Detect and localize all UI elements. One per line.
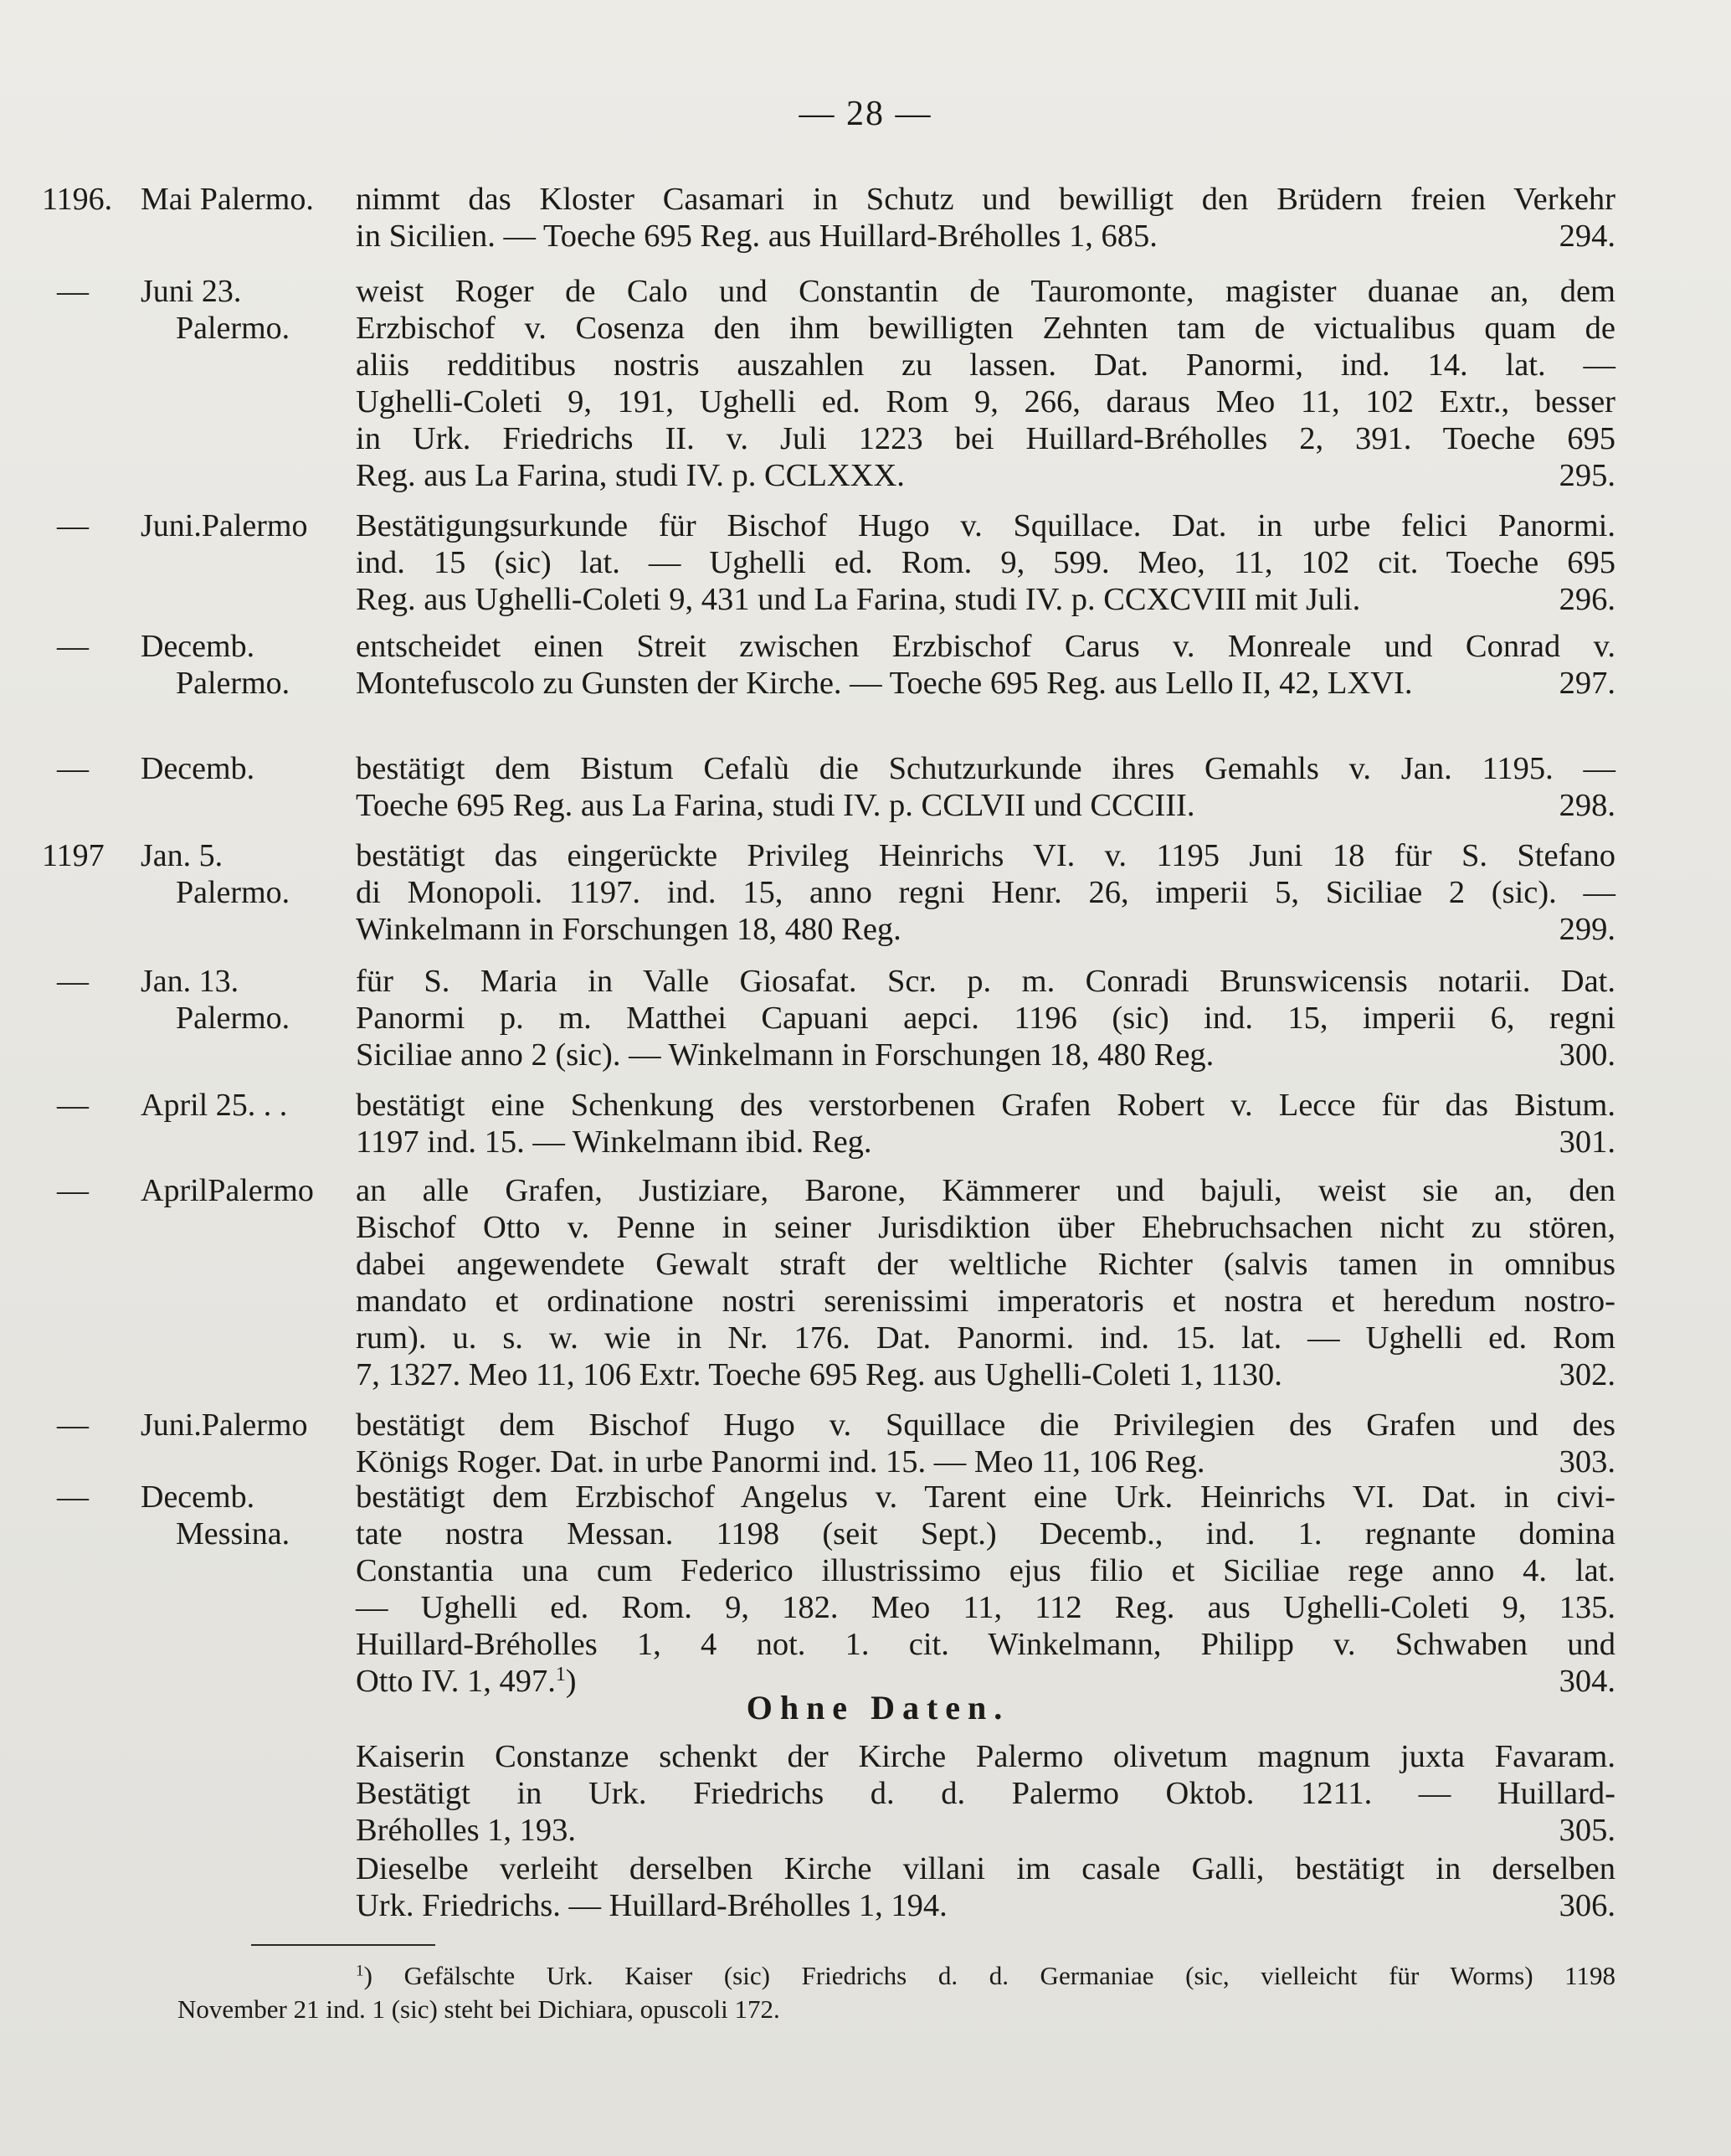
entry-text	[356, 1172, 1615, 1393]
entry-date-line: April 25. . .	[141, 1088, 288, 1123]
entry-year: —	[57, 629, 89, 664]
entry-text-line: Erzbischof v. Cosenza den ihm bewilligten Zehnten tam de victualibus quam de	[356, 311, 1615, 346]
entry-text-line: Siciliae anno 2 (sic). — Winkelmann in Forschungen 18, 480 Reg.	[356, 1037, 1215, 1073]
regest-number: 299.	[1559, 912, 1615, 947]
entry-text-line: 1197 ind. 15. — Winkelmann ibid. Reg.	[356, 1124, 872, 1160]
entry-text-line-last	[356, 457, 1615, 494]
entry-date	[141, 181, 350, 218]
entry-text-line: Ughelli-Coleti 9, 191, Ughelli ed. Rom 9, 266, daraus Meo 11, 102 Extr., besser	[356, 384, 1615, 419]
entry-text-line-last	[356, 218, 1615, 255]
entry-text-line-last	[356, 1356, 1615, 1393]
entry-year: —	[57, 274, 89, 309]
entry-text	[356, 750, 1615, 824]
footnote-line-1: $^1$) Gefälschte Urk. Kaiser (sic) Friedrichs d. d. Germaniae (sic, vielleicht für Worms) 1198	[356, 1961, 1616, 1990]
entry-text-line: bestätigt das eingerückte Privileg Heinrichs VI. v. 1195 Juni 18 für S. Stefano	[356, 838, 1615, 873]
entry-text-line: bestätigt dem Bischof Hugo v. Squillace die Privilegien des Grafen und des	[356, 1407, 1615, 1443]
entry-text-line-last	[356, 1887, 1615, 1924]
entry-year: —	[57, 1173, 89, 1208]
entry-text-line-last	[356, 581, 1615, 618]
entry-date-line: Messina.	[176, 1516, 290, 1551]
regest-number: 305.	[1559, 1813, 1615, 1848]
regest-number: 306.	[1559, 1888, 1615, 1923]
entry-date	[141, 1087, 350, 1124]
entry-text	[356, 181, 1615, 255]
entry-date	[141, 837, 350, 911]
entry-text-line: Bestätigt in Urk. Friedrichs d. d. Palermo Oktob. 1211. — Huillard-	[356, 1776, 1615, 1811]
entry-date-line: Mai Palermo.	[141, 182, 314, 217]
entry-text-line: Kaiserin Constanze schenkt der Kirche Palermo olivetum magnum juxta Favaram.	[356, 1739, 1615, 1774]
entry-text-line-last	[356, 1124, 1615, 1160]
entry-text-line: Montefuscolo zu Gunsten der Kirche. — Toeche 695 Reg. aus Lello II, 42, LXVI.	[356, 666, 1413, 701]
entry-text	[356, 1087, 1615, 1160]
entry-text-line: bestätigt eine Schenkung des verstorbenen Grafen Robert v. Lecce für das Bistum.	[356, 1088, 1615, 1123]
entry-text-line-last	[356, 1443, 1615, 1480]
entry-date-line: Jan. 13.	[141, 964, 239, 999]
entry-date-line: Decemb.	[141, 629, 255, 664]
entry-year: 1197	[42, 838, 105, 873]
entry-year: —	[57, 964, 89, 999]
entry-text	[356, 628, 1615, 702]
entry-text	[356, 1850, 1615, 1924]
entry-date-line: Juni.Palermo	[141, 508, 308, 543]
entry-text-line: in Sicilien. — Toeche 695 Reg. aus Huillard-Bréholles 1, 685.	[356, 219, 1158, 254]
regest-number: 300.	[1559, 1037, 1615, 1073]
entry-date-line: Jan. 5.	[141, 838, 223, 873]
entry-date	[141, 963, 350, 1037]
entry-year: —	[57, 751, 89, 786]
entry-date	[141, 750, 350, 787]
entry-text-line: Winkelmann in Forschungen 18, 480 Reg.	[356, 912, 901, 947]
entry-date-line: Juni 23.	[141, 274, 242, 309]
entry-text-line-last	[356, 1812, 1615, 1849]
entry-date-line: Juni.Palermo	[141, 1407, 308, 1443]
entry-text-line: Dieselbe verleiht derselben Kirche villani im casale Galli, bestätigt in derselben	[356, 1851, 1615, 1886]
entry-text	[356, 507, 1615, 618]
entry-text-line: Bréholles 1, 193.	[356, 1813, 577, 1848]
entry-date	[141, 628, 350, 702]
entry-text-line: Bestätigungsurkunde für Bischof Hugo v. Squillace. Dat. in urbe felici Panormi.	[356, 508, 1615, 543]
entry-year: 1196.	[42, 182, 113, 217]
entry-text-line-last	[356, 1037, 1615, 1073]
regest-number: 297.	[1559, 666, 1615, 701]
entry-year: —	[57, 508, 89, 543]
entry-text-line: Reg. aus Ughelli-Coleti 9, 431 und La Farina, studi IV. p. CCXCVIII mit Juli.	[356, 582, 1361, 617]
entry-text-line: in Urk. Friedrichs II. v. Juli 1223 bei Huillard-Bréholles 2, 391. Toeche 695	[356, 421, 1615, 456]
footnote-text-1: Gefälschte Urk. Kaiser (sic) Friedrichs d. d. Germaniae (sic, vielleicht für Worms) 1198	[403, 1961, 1616, 1990]
entry-text-line: dabei angewendete Gewalt straft der weltliche Richter (salvis tamen in omnibus	[356, 1247, 1615, 1282]
entry-text-line: ind. 15 (sic) lat. — Ughelli ed. Rom. 9, 599. Meo, 11, 102 cit. Toeche 695	[356, 545, 1615, 580]
entry-text-line: Otto IV. 1, 497.	[356, 1664, 556, 1699]
entry-text-line: aliis redditibus nostris auszahlen zu lassen. Dat. Panormi, ind. 14. lat. —	[356, 347, 1615, 383]
regest-number: 301.	[1559, 1124, 1615, 1160]
entry-date-line: Decemb.	[141, 1479, 255, 1515]
entry-date	[141, 1172, 350, 1209]
entry-text-line: Reg. aus La Farina, studi IV. p. CCLXXX.	[356, 458, 905, 493]
footnote-reference: 1	[555, 1663, 566, 1685]
entry-date	[141, 1407, 350, 1443]
entry-text-line: bestätigt dem Erzbischof Angelus v. Tarent eine Urk. Heinrichs VI. Dat. in civi-	[356, 1479, 1615, 1515]
regest-number: 304.	[1559, 1664, 1615, 1699]
entry-text-line: weist Roger de Calo und Constantin de Tauromonte, magister duanae an, dem	[356, 274, 1615, 309]
regest-number: 295.	[1559, 458, 1615, 493]
entry-date	[141, 273, 350, 347]
regest-number: 303.	[1559, 1444, 1615, 1479]
entry-date-line: Palermo.	[176, 1001, 290, 1036]
section-heading: Ohne Daten.	[746, 1689, 1010, 1726]
entry-text-line: Constantia una cum Federico illustrissimo ejus filio et Siciliae rege anno 4. lat.	[356, 1553, 1615, 1588]
entry-text-line: für S. Maria in Valle Giosafat. Scr. p. m. Conradi Brunswicensis notarii. Dat.	[356, 964, 1615, 999]
entry-date-line: Palermo.	[176, 875, 290, 910]
entry-text	[356, 1479, 1615, 1700]
entry-text-line-last	[356, 665, 1615, 702]
entry-text-line: Huillard-Bréholles 1, 4 not. 1. cit. Winkelmann, Philipp v. Schwaben und	[356, 1627, 1615, 1662]
footnote-divider	[251, 1944, 435, 1946]
entry-text-line: entscheidet einen Streit zwischen Erzbischof Carus v. Monreale und Conrad v.	[356, 629, 1615, 664]
entry-text	[356, 1407, 1615, 1480]
entry-text-line: Königs Roger. Dat. in urbe Panormi ind. 15. — Meo 11, 106 Reg.	[356, 1444, 1205, 1479]
entry-text-line: Bischof Otto v. Penne in seiner Jurisdiktion über Ehebruchsachen nicht zu stören,	[356, 1210, 1615, 1245]
entry-date	[141, 1479, 350, 1552]
entry-text	[356, 963, 1615, 1073]
entry-text-line: an alle Grafen, Justiziare, Barone, Kämmerer und bajuli, weist sie an, den	[356, 1173, 1615, 1208]
regest-number: 294.	[1559, 219, 1615, 254]
entry-text-line: Toeche 695 Reg. aus La Farina, studi IV. p. CCLVII und CCCIII.	[356, 788, 1195, 823]
entry-text-line: tate nostra Messan. 1198 (seit Sept.) Decemb., ind. 1. regnante domina	[356, 1516, 1615, 1551]
entry-date-line: Palermo.	[176, 666, 290, 701]
entry-text	[356, 1738, 1615, 1849]
footnote-line-2: November 21 ind. 1 (sic) steht bei Dichiara, opuscoli 172.	[177, 1994, 780, 2024]
entry-text-line: rum). u. s. w. wie in Nr. 176. Dat. Panormi. ind. 15. lat. — Ughelli ed. Rom	[356, 1320, 1615, 1356]
entry-year: —	[57, 1088, 89, 1123]
entry-date	[141, 507, 350, 544]
entry-text-line-last	[356, 911, 1615, 948]
entry-text-line: 7, 1327. Meo 11, 106 Extr. Toeche 695 Reg. aus Ughelli-Coleti 1, 1130.	[356, 1357, 1282, 1392]
entry-text-line-last	[356, 787, 1615, 824]
entry-text-line: Panormi p. m. Matthei Capuani aepci. 1196 (sic) ind. 15, imperii 6, regni	[356, 1001, 1615, 1036]
entry-date-line: Decemb.	[141, 751, 255, 786]
entry-text	[356, 837, 1615, 948]
regest-number: 296.	[1559, 582, 1615, 617]
entry-text-line: mandato et ordinatione nostri serenissimi imperatoris et nostra et heredum nostro-	[356, 1284, 1615, 1319]
entry-text	[356, 273, 1615, 494]
entry-text-line: di Monopoli. 1197. ind. 15, anno regni Henr. 26, imperii 5, Siciliae 2 (sic). —	[356, 875, 1615, 910]
entry-text-line: Urk. Friedrichs. — Huillard-Bréholles 1, 194.	[356, 1888, 948, 1923]
page-number: — 28 —	[799, 95, 932, 133]
entry-year: —	[57, 1479, 89, 1515]
entry-text-line: — Ughelli ed. Rom. 9, 182. Meo 11, 112 Reg. aus Ughelli-Coleti 9, 135.	[356, 1590, 1615, 1625]
entry-year: —	[57, 1407, 89, 1443]
entry-text-line: nimmt das Kloster Casamari in Schutz und bewilligt den Brüdern freien Verkehr	[356, 182, 1615, 217]
entry-date-line: AprilPalermo	[141, 1173, 314, 1208]
entry-text-line: bestätigt dem Bistum Cefalù die Schutzurkunde ihres Gemahls v. Jan. 1195. —	[356, 751, 1615, 786]
regest-number: 298.	[1559, 788, 1615, 823]
regest-number: 302.	[1559, 1357, 1615, 1392]
footnote-marker: 1	[356, 1962, 364, 1980]
footnote-reference-paren: )	[565, 1664, 577, 1699]
entry-date-line: Palermo.	[176, 311, 290, 346]
